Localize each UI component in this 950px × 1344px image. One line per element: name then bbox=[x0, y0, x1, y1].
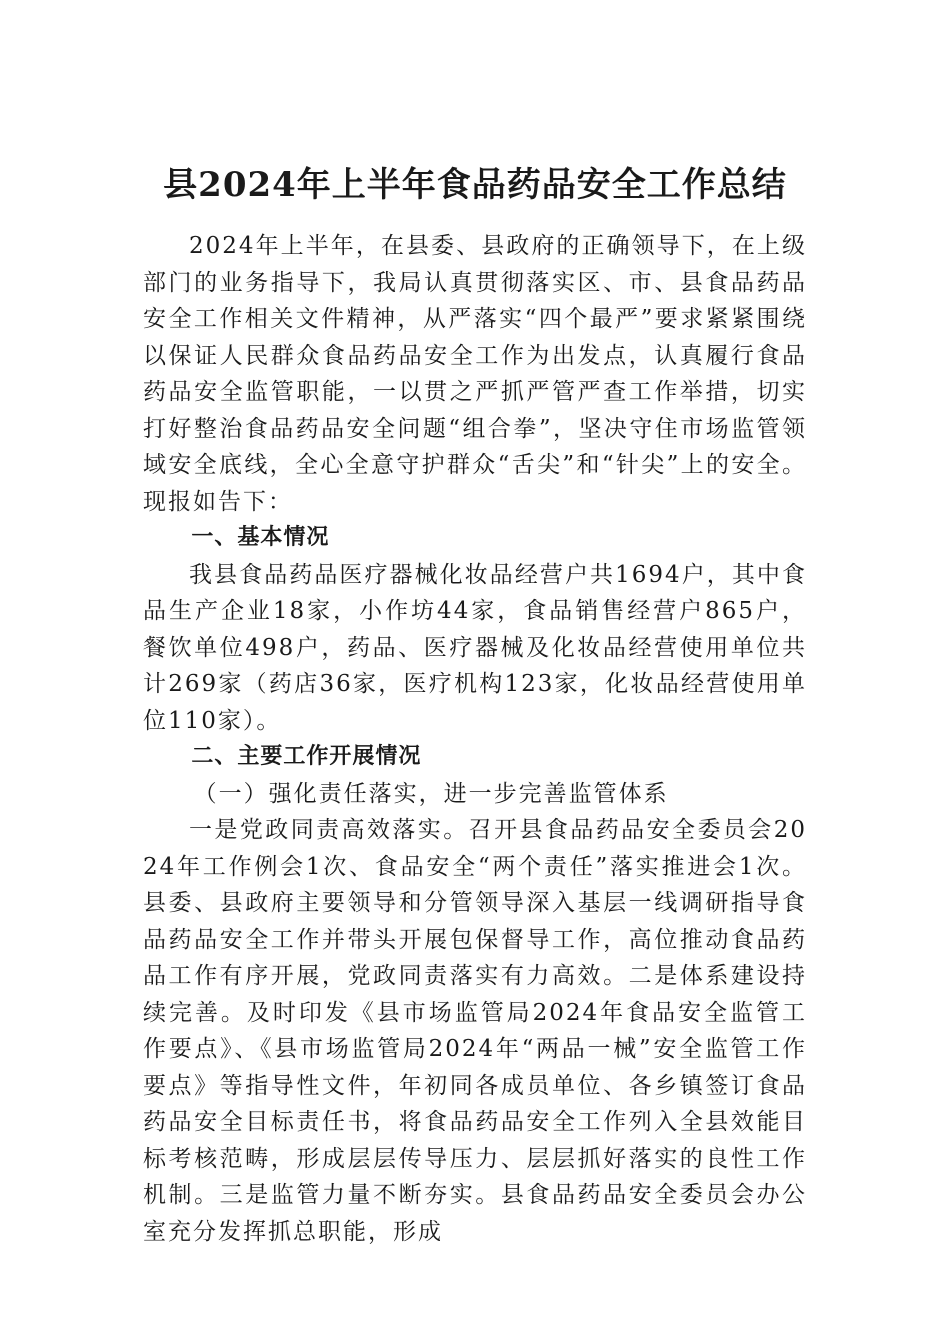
document-body bbox=[143, 228, 807, 1250]
document-title: 县2024年上半年食品药品安全工作总结 bbox=[163, 165, 787, 205]
main-work-paragraph: 一是党政同责高效落实。召开县食品药品安全委员会2024年工作例会1次、食品安全“两个责任”落实推进会1次。县委、县政府主要领导和分管领导深入基层一线调研指导食品药品安全工作并带头开展包保督导工作，高位推动食品药品工作有序开展，党政同责落实有力高效。二是体系建设持续完善。及时印发《县市场监管局2024年食品安全监管工作要点》、《县市场监管局2024年“两品一械”安全监管工作要点》等指导性文件，年初同各成员单位、各乡镇签订食品药品安全目标责任书，将食品药品安全工作列入全县效能目标考核范畴，形成层层传导压力、层层抓好落实的良性工作机制。三是监管力量不断夯实。县食品药品安全委员会办公室充分发挥抓总职能，形成 bbox=[143, 817, 807, 1245]
section-heading-main-work: 二、主要工作开展情况 bbox=[191, 744, 422, 769]
section-heading-basic-situation: 一、基本情况 bbox=[191, 525, 330, 550]
subsection-heading-responsibility: （一）强化责任落实，进一步完善监管体系 bbox=[193, 780, 669, 807]
basic-situation-paragraph: 我县食品药品医疗器械化妆品经营户共1694户，其中食品生产企业18家，小作坊44家，食品销售经营户865户，餐饮单位498户，药品、医疗器械及化妆品经营使用单位共计269家（药店36家，医疗机构123家，化妆品经营使用单位110家）。 bbox=[143, 561, 807, 734]
intro-paragraph: 2024年上半年，在县委、县政府的正确领导下，在上级部门的业务指导下，我局认真贯彻落实区、市、县食品药品安全工作相关文件精神，从严落实“四个最严”要求紧紧围绕以保证人民群众食品药品安全工作为出发点，认真履行食品药品安全监管职能，一以贯之严抓严管严查工作举措，切实打好整治食品药品安全问题“组合拳”，坚决守住市场监管领域安全底线，全心全意守护群众“舌尖”和“针尖”上的安全。现报如告下： bbox=[143, 233, 807, 515]
